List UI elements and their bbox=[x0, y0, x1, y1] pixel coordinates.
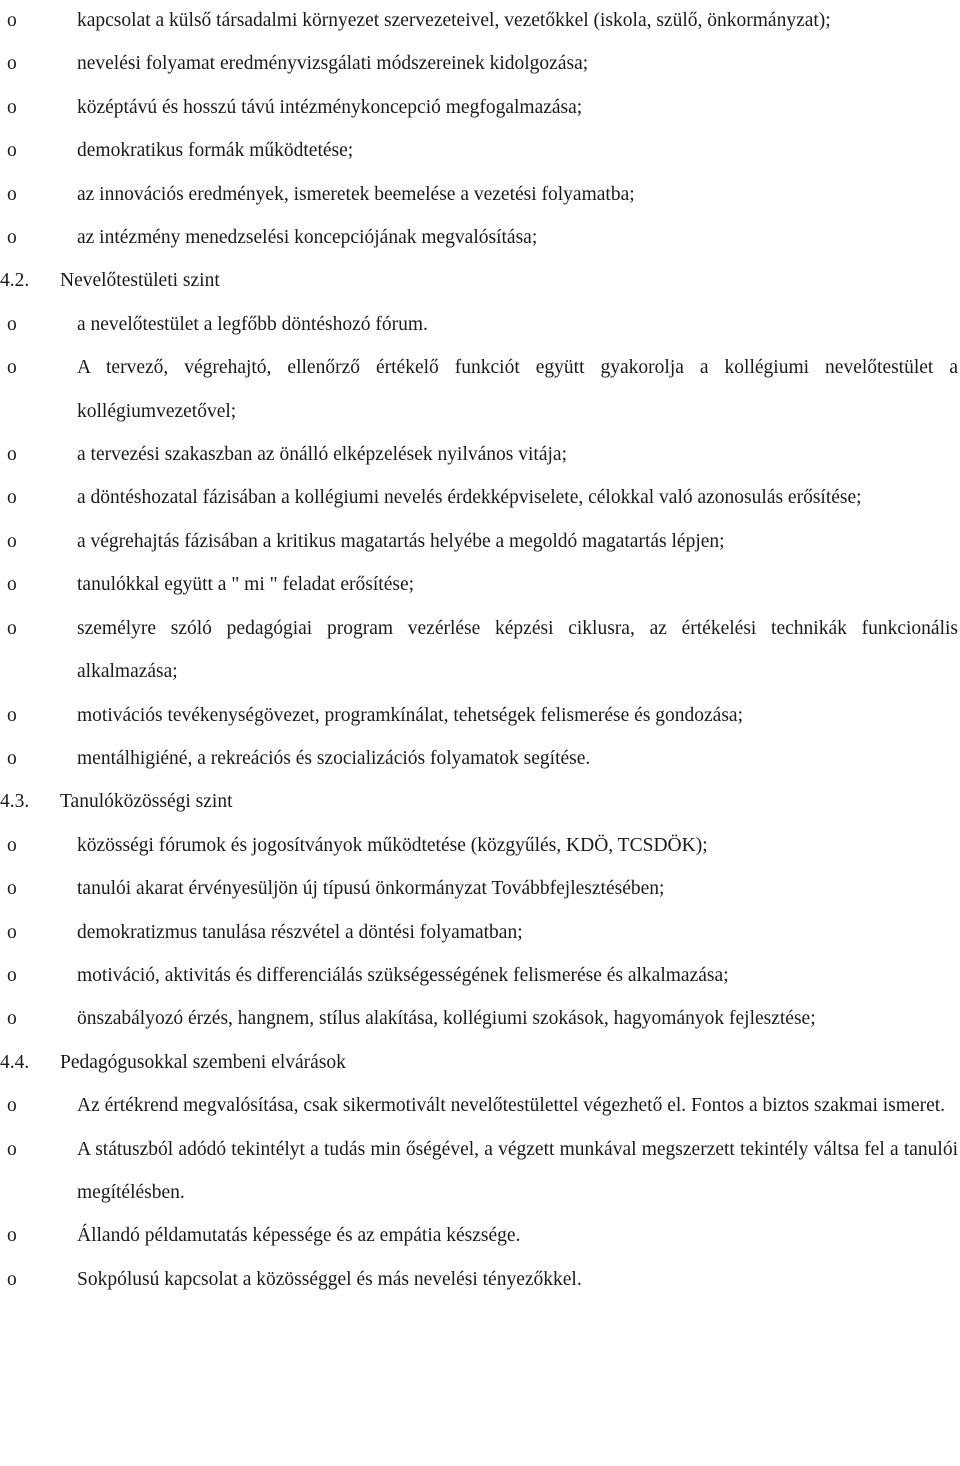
list-item bbox=[0, 954, 960, 997]
bullet-icon: o bbox=[7, 487, 17, 509]
list-item bbox=[0, 0, 960, 42]
section-title: Tanulóközösségi szint bbox=[60, 791, 233, 813]
bullet-icon: o bbox=[7, 10, 17, 31]
list-item-text: a tervezési szakaszban az önálló elképzelések nyilvános vitája; bbox=[77, 444, 567, 466]
bullet-icon: o bbox=[7, 444, 17, 466]
section-number: 4.3. bbox=[0, 791, 30, 813]
bullet-icon: o bbox=[7, 704, 17, 726]
list-item bbox=[0, 737, 960, 780]
list-item bbox=[0, 824, 960, 867]
section-title: Pedagógusokkal szembeni elvárások bbox=[60, 1051, 346, 1073]
list-item bbox=[0, 997, 960, 1040]
list-item-text: kapcsolat a külső társadalmi környezet szervezeteivel, vezetőkkel (iskola, szülő, önkormányzat); bbox=[77, 10, 831, 31]
list-item-text: közösségi fórumok és jogosítványok működtetése (közgyűlés, KDÖ, TCSDÖK); bbox=[77, 834, 708, 856]
list-item-text: A tervező, végrehajtó, ellenőrző értékelő funkciót együtt gyakorolja a kollégiumi nevelőtestület a kollégiumvezetővel; bbox=[77, 357, 958, 422]
list-item-text: önszabályozó érzés, hangnem, stílus alakítása, kollégiumi szokások, hagyományok fejlesztése; bbox=[77, 1008, 816, 1030]
list-item bbox=[0, 346, 960, 433]
list-item bbox=[0, 563, 960, 606]
list-item-text: nevelési folyamat eredményvizsgálati módszereinek kidolgozása; bbox=[77, 53, 589, 75]
list-item bbox=[0, 867, 960, 910]
bullet-icon: o bbox=[7, 921, 17, 943]
section-number: 4.2. bbox=[0, 270, 30, 292]
bullet-icon: o bbox=[7, 834, 17, 856]
list-item-text: tanulókkal együtt a " mi " feladat erősítése; bbox=[77, 574, 415, 596]
section-heading bbox=[0, 780, 960, 823]
list-item bbox=[0, 216, 960, 259]
list-item bbox=[0, 433, 960, 476]
list-item-text: demokratikus formák működtetése; bbox=[77, 140, 354, 162]
list-item-text: Állandó példamutatás képessége és az empátia készsége. bbox=[77, 1225, 521, 1247]
bullet-icon: o bbox=[7, 1225, 17, 1247]
bullet-icon: o bbox=[7, 574, 17, 596]
list-item-text: az innovációs eredmények, ismeretek beemelése a vezetési folyamatba; bbox=[77, 183, 635, 205]
list-item-text: demokratizmus tanulása részvétel a döntési folyamatban; bbox=[77, 921, 523, 943]
list-item-text: az intézmény menedzselési koncepciójának megvalósítása; bbox=[77, 227, 538, 249]
section-number: 4.4. bbox=[0, 1051, 30, 1073]
list-item bbox=[0, 607, 960, 694]
bullet-icon: o bbox=[7, 313, 17, 335]
list-item bbox=[0, 86, 960, 129]
bullet-icon: o bbox=[7, 747, 17, 769]
section-heading bbox=[0, 1041, 960, 1084]
bullet-icon: o bbox=[7, 1268, 17, 1290]
bullet-icon: o bbox=[7, 183, 17, 205]
list-item-text: tanulói akarat érvényesüljön új típusú önkormányzat Továbbfejlesztésében; bbox=[77, 878, 665, 900]
list-item-text: mentálhigiéné, a rekreációs és szocializációs folyamatok segítése. bbox=[77, 747, 591, 769]
bullet-icon: o bbox=[7, 964, 17, 986]
bullet-icon: o bbox=[7, 1008, 17, 1030]
list-item bbox=[0, 1128, 960, 1215]
bullet-icon: o bbox=[7, 530, 17, 552]
list-item bbox=[0, 42, 960, 85]
section-heading bbox=[0, 259, 960, 302]
list-item bbox=[0, 1258, 960, 1301]
bullet-icon: o bbox=[7, 1138, 17, 1160]
bullet-icon: o bbox=[7, 140, 17, 162]
bullet-icon: o bbox=[7, 227, 17, 249]
bullet-icon: o bbox=[7, 878, 17, 900]
list-item bbox=[0, 1214, 960, 1257]
list-item-text: A státuszból adódó tekintélyt a tudás min őségével, a végzett munkával megszerzett tekintély váltsa fel a tanulói megítélésben. bbox=[77, 1138, 958, 1203]
list-item-text: Az értékrend megvalósítása, csak sikermotivált nevelőtestülettel végezhető el. Fontos a biztos szakmai ismeret. bbox=[77, 1095, 946, 1117]
list-item bbox=[0, 129, 960, 172]
list-item-text: személyre szóló pedagógiai program vezérlése képzési ciklusra, az értékelési technikák funkcionális alkalmazása; bbox=[77, 617, 958, 683]
list-item bbox=[0, 173, 960, 216]
list-item bbox=[0, 911, 960, 954]
list-item-text: a nevelőtestület a legfőbb döntéshozó fórum. bbox=[77, 313, 428, 335]
list-item bbox=[0, 1084, 960, 1127]
section-title: Nevelőtestületi szint bbox=[60, 270, 220, 292]
bullet-icon: o bbox=[7, 617, 17, 639]
list-item-text: a végrehajtás fázisában a kritikus magatartás helyébe a megoldó magatartás lépjen; bbox=[77, 530, 725, 552]
list-item-text: középtávú és hosszú távú intézménykoncepció megfogalmazása; bbox=[77, 96, 583, 118]
bullet-icon: o bbox=[7, 53, 17, 75]
list-item-text: motiváció, aktivitás és differenciálás szükségességének felismerése és alkalmazása; bbox=[77, 964, 729, 986]
list-item bbox=[0, 520, 960, 563]
list-item-text: a döntéshozatal fázisában a kollégiumi nevelés érdekképviselete, célokkal való azonosulás erősítése; bbox=[77, 487, 862, 509]
bullet-icon: o bbox=[7, 357, 17, 379]
list-item bbox=[0, 476, 960, 519]
bullet-icon: o bbox=[7, 96, 17, 118]
list-item-text: motivációs tevékenységövezet, programkínálat, tehetségek felismerése és gondozása; bbox=[77, 704, 743, 726]
list-item-text: Sokpólusú kapcsolat a közösséggel és más nevelési tényezőkkel. bbox=[77, 1268, 582, 1290]
bullet-icon: o bbox=[7, 1095, 17, 1117]
list-item bbox=[0, 303, 960, 346]
list-item bbox=[0, 694, 960, 737]
